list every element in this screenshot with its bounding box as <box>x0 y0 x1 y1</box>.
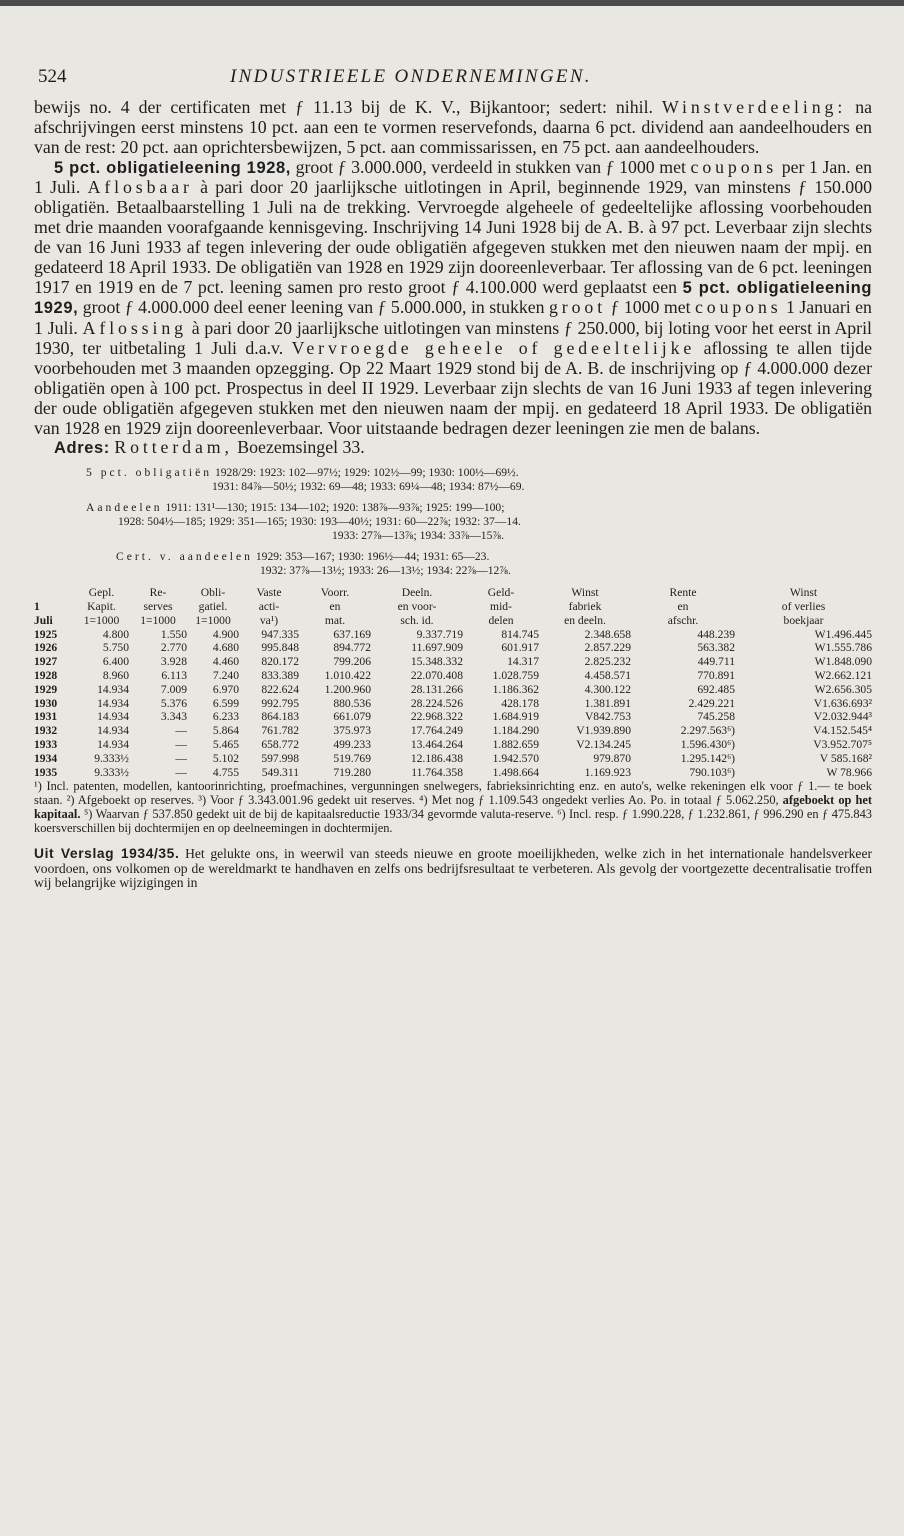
header-cell: Geld- <box>487 586 515 600</box>
table-cell: 992.795 <box>261 696 299 710</box>
header-cell: Winst <box>571 586 599 600</box>
header-cell: Gepl. <box>88 586 115 600</box>
table-cell: 979.870 <box>593 751 631 765</box>
winstverdeeling-label: Winstverdeeling: <box>662 97 847 117</box>
table-cell: 17.764.249 <box>410 724 463 738</box>
table-cell: 9.333½ <box>94 751 129 765</box>
table-cell: 2.857.229 <box>584 641 631 655</box>
header-cell: Voorr. <box>320 586 350 600</box>
table-header-row <box>34 600 872 614</box>
table-cell: 14.934 <box>97 724 129 738</box>
body-text <box>34 98 872 459</box>
table-cell: V1.636.693² <box>813 696 872 710</box>
table-cell: 820.172 <box>261 655 299 669</box>
header-cell: boekjaar <box>783 613 824 627</box>
header-cell: Vaste <box>256 586 282 600</box>
table-cell: 1.498.664 <box>492 765 539 779</box>
table-cell: 1925 <box>34 627 58 641</box>
table-cell: 4.800 <box>102 627 129 641</box>
table-cell: 1934 <box>34 751 58 765</box>
table-cell: 11.697.909 <box>411 641 463 655</box>
table-cell: 1.684.919 <box>492 710 539 724</box>
table-cell: V4.152.545⁴ <box>813 724 872 738</box>
table-cell: 894.772 <box>333 641 371 655</box>
adres-city: Rotterdam, <box>114 437 233 458</box>
table-cell: 6.599 <box>212 696 239 710</box>
table-row <box>34 752 872 766</box>
financial-table-body <box>34 628 872 780</box>
header-cell: fabriek <box>568 600 602 614</box>
table-cell: 995.848 <box>261 641 299 655</box>
table-cell: 1.186.362 <box>492 682 539 696</box>
header-cell: of verlies <box>781 600 826 614</box>
table-cell: 549.311 <box>261 765 299 779</box>
table-cell: 22.968.322 <box>410 710 463 724</box>
table-header-row <box>34 586 872 600</box>
page-edge <box>0 0 904 6</box>
table-row <box>34 641 872 655</box>
table-cell: 375.973 <box>333 724 371 738</box>
table-cell: 1929 <box>34 682 58 696</box>
table-cell: 1.200.960 <box>324 682 371 696</box>
header-cell: serves <box>143 600 173 614</box>
table-cell: 658.772 <box>261 738 299 752</box>
table-cell: 2.825.232 <box>584 655 631 669</box>
table-cell: 1930 <box>34 696 58 710</box>
header-cell: afschr. <box>667 613 699 627</box>
table-cell: 14.934 <box>97 696 129 710</box>
table-cell: 597.998 <box>261 751 299 765</box>
koersen-certificaten: Cert. v. aandeelen 1929: 353—167; 1930: 196½—44; 1931: 65—23. 1932: 37⅞—13½; 1933: 26—13½; 1934: 22⅞—12⅞. <box>116 549 511 577</box>
table-cell: 4.900 <box>212 627 239 641</box>
header-cell: 1=1000 <box>83 613 120 627</box>
table-cell: 428.178 <box>501 696 539 710</box>
heading-leening-1929: 5 pct. obligatieleening 1929, <box>34 278 872 318</box>
table-cell: 1.942.570 <box>492 751 539 765</box>
table-row <box>34 669 872 683</box>
header-cell: 1 <box>34 600 40 614</box>
paragraph-obligatieleeningen: 5 pct. obligatieleening 1928, groot ƒ 3.000.000, verdeeld in stukken van ƒ 1000 met coupons per 1 Jan. en 1 Juli. Aflosbaar à pari door 20 jaarlijksche uitlotingen in April, beginnende 1929, van minstens ƒ 150.000 obligatiën. Betaalbaarstelling 1 Juli na de trekking. Vervroegde algeheele of gedeeltelijke aflossing voorbehouden met drie maanden voorafgaande kennisgeving. Inschrijving 14 Juni 1928 bij de A. B. à 97 pct. Leverbaar zijn slechts de van 16 Juni 1933 af tegen inlevering der oude obligatiën afgegeven stukken met den nieuwen naam der mpij. en gedateerd 18 April 1933. De obligatiën van 1928 en 1929 zijn dooreenleverbaar. Ter aflossing van de 6 pct. leeningen 1917 en 1919 en de 7 pct. leening samen pro resto groot ƒ 4.100.000 werd geplaatst een 5 pct. obligatieleening 1929, groot ƒ 4.000.000 deel eener leening van ƒ 5.000.000, in stukken groot ƒ 1000 met coupons 1 Januari en 1 Juli. Aflossing à pari door 20 jaarlijksche uitlotingen van minstens ƒ 250.000, bij loting voor het eerst in April 1930, ter uitbetaling 1 Juli d.a.v. Vervroegde geheele of gedeeltelijke aflossing te allen tijde voorbehouden met 3 maanden opzegging. Op 22 Maart 1929 stond bij de A. B. de inschrijving op ƒ 4.000.000 dezer obligatiën open à 100 pct. Prospectus in deel II 1929. Leverbaar zijn slechts de van 16 Juni 1933 af tegen inlevering der oude obligatiën afgegeven stukken met den nieuwen naam der mpij. en gedateerd 18 April 1933. De obligatiën van 1928 en 1929 zijn dooreenleverbaar. Voor uitstaande bedragen dezer leeningen zie men de balans. <box>34 156 872 438</box>
table-cell: — <box>175 738 187 752</box>
table-cell: 1.184.290 <box>492 724 539 738</box>
header-cell: sch. id. <box>400 613 434 627</box>
table-cell: 1928 <box>34 669 58 683</box>
table-cell: 1931 <box>34 710 58 724</box>
verslag-heading: Uit Verslag 1934/35. <box>34 846 180 862</box>
table-cell: 2.770 <box>160 641 187 655</box>
table-cell: 13.464.264 <box>410 738 463 752</box>
table-cell: V 585.168² <box>819 751 872 765</box>
table-row <box>34 628 872 642</box>
paragraph-winstverdeeling: bewijs no. 4 der certificaten met ƒ 11.13 bij de K. V., Bijkantoor; sedert: nihil. Winstverdeeling: na afschrijvingen eerst minstens 10 pct. aan een te vormen reservefonds, daarna 6 pct. dividend aan aandeelhouders en van de rest: 20 pct. aan oprichtersbewijzen, 5 pct. aan commissarissen, en 75 pct. aan aandeelhouders. <box>34 97 873 157</box>
paragraph-adres <box>34 438 872 459</box>
table-cell: W2.656.305 <box>814 682 872 696</box>
verslag-paragraph: Uit Verslag 1934/35. Het gelukte ons, in weerwil van steeds nieuwe en groote moeilijkheden, welke zich in het internationale handelsverkeer voordoen, ons volkomen op de wereldmarkt te handhaven en zelfs ons bedrijfsresultaat te verbeteren. Als gevolg der voortgezette decentralisatie troffen wij belangrijke wijzigingen in <box>34 846 873 891</box>
table-cell: 5.102 <box>212 751 239 765</box>
page-header <box>34 62 872 98</box>
table-cell: 519.769 <box>333 751 371 765</box>
table-cell: 3.343 <box>160 710 187 724</box>
table-cell: 448.239 <box>697 627 735 641</box>
table-cell: 661.079 <box>333 710 371 724</box>
table-cell: W1.848.090 <box>814 655 872 669</box>
header-cell: en <box>677 600 689 614</box>
table-cell: 14.317 <box>507 655 539 669</box>
header-cell: 1=1000 <box>195 613 231 627</box>
table-cell: 2.429.221 <box>688 696 735 710</box>
table-cell: 28.224.526 <box>410 696 463 710</box>
table-cell: W1.496.445 <box>814 627 872 641</box>
table-cell: V1.939.890 <box>576 724 631 738</box>
table-cell: V842.753 <box>584 710 631 724</box>
table-cell: 692.485 <box>697 682 735 696</box>
header-cell: va¹) <box>259 613 279 627</box>
adres-label: Adres: <box>54 439 110 458</box>
table-cell: 7.009 <box>160 682 187 696</box>
table-cell: 1.169.923 <box>584 765 631 779</box>
table-cell: 1.295.142⁶) <box>680 751 735 765</box>
table-cell: 2.297.563⁶) <box>680 724 735 738</box>
table-cell: 9.337.719 <box>416 627 463 641</box>
table-cell: 4.680 <box>212 641 239 655</box>
table-row <box>34 738 872 752</box>
table-cell: 9.333½ <box>94 765 129 779</box>
table-cell: 6.400 <box>102 655 129 669</box>
table-cell: V3.952.707⁵ <box>813 738 872 752</box>
table-cell: 864.183 <box>261 710 299 724</box>
table-cell: 1927 <box>34 655 58 669</box>
table-row <box>34 697 872 711</box>
table-cell: 799.206 <box>333 655 371 669</box>
header-cell <box>34 586 74 600</box>
adres-street: Boezemsingel 33. <box>237 437 365 458</box>
table-row <box>34 766 872 780</box>
header-cell: Winst <box>789 586 818 600</box>
table-cell: 11.764.358 <box>411 765 463 779</box>
document-page <box>34 62 872 891</box>
table-cell: 14.934 <box>97 682 129 696</box>
table-cell: 1933 <box>34 738 58 752</box>
header-cell: 1=1000 <box>140 613 176 627</box>
table-cell: V2.134.245 <box>576 738 631 752</box>
table-cell: — <box>175 765 187 779</box>
table-cell: 770.891 <box>697 669 735 683</box>
table-cell: 1.381.891 <box>584 696 631 710</box>
table-footnotes: ¹) Incl. patenten, modellen, kantoorinrichting, proefmachines, vergunningen snelwegers, fabrieksinrichting enz. en auto's, welke rekeningen elk voor ƒ 1.— te boek staan. ²) Afgeboekt op reserves. ³) Voor ƒ 3.343.001.96 gedekt uit reserves. ⁴) Met nog ƒ 1.109.543 ongedekt verlies Ao. Po. in totaal ƒ 5.062.250, afgeboekt op het kapitaal. ⁵) Waarvan ƒ 537.850 gedekt uit de bij de kapitaalsreductie 1933/34 gevormde valuta-reserve. ⁶) Incl. resp. ƒ 1.990.228, ƒ 1.232.861, ƒ 996.290 en ƒ 475.843 koersverschillen bij dochtermijen en op deelneemingen in dochtermijen. <box>34 779 872 835</box>
table-cell: 1926 <box>34 641 58 655</box>
header-cell: gatiel. <box>198 600 228 614</box>
table-cell: W1.555.786 <box>814 641 872 655</box>
table-cell: 12.186.438 <box>410 751 463 765</box>
table-cell: 14.934 <box>97 738 129 752</box>
table-cell: W 78.966 <box>826 765 872 779</box>
header-cell: Deeln. <box>401 586 433 600</box>
table-cell: 761.782 <box>261 724 299 738</box>
header-cell: mid- <box>490 600 512 614</box>
koersen-block <box>34 466 872 578</box>
table-cell: 880.536 <box>333 696 371 710</box>
table-row <box>34 710 872 724</box>
header-cell: acti- <box>258 600 280 614</box>
table-cell: 3.928 <box>160 655 187 669</box>
table-cell: — <box>175 724 187 738</box>
table-cell: 1.596.430⁶) <box>680 738 735 752</box>
table-row <box>34 655 872 669</box>
table-cell: 745.258 <box>697 710 735 724</box>
page-number: 524 <box>38 66 67 87</box>
header-cell: en voor- <box>397 600 437 614</box>
header-cell: mat. <box>324 613 346 627</box>
table-cell: 719.280 <box>333 765 371 779</box>
header-cell: delen <box>488 613 514 627</box>
table-cell: 4.458.571 <box>584 669 631 683</box>
table-cell: 8.960 <box>102 669 129 683</box>
table-cell: 2.348.658 <box>584 627 631 641</box>
table-cell: 5.376 <box>160 696 187 710</box>
table-cell: 7.240 <box>212 669 239 683</box>
heading-leening-1928: 5 pct. obligatieleening 1928, <box>54 158 291 177</box>
table-cell: 1.882.659 <box>492 738 539 752</box>
header-cell: Re- <box>149 586 167 600</box>
table-cell: 1932 <box>34 724 58 738</box>
table-cell: 5.750 <box>102 641 129 655</box>
table-cell: V2.032.944³ <box>813 710 872 724</box>
header-cell: en <box>329 600 341 614</box>
header-cell: Rente <box>669 586 697 600</box>
running-title: INDUSTRIEELE ONDERNEMINGEN. <box>230 66 592 87</box>
table-cell: 833.389 <box>261 669 299 683</box>
table-cell: 4.300.122 <box>584 682 631 696</box>
table-header-row <box>34 614 872 628</box>
table-cell: — <box>175 751 187 765</box>
table-row <box>34 724 872 738</box>
table-cell: 637.169 <box>333 627 371 641</box>
header-cell: Kapit. <box>87 600 116 614</box>
table-cell: 499.233 <box>333 738 371 752</box>
table-cell: 6.970 <box>212 682 239 696</box>
table-cell: 5.465 <box>212 738 239 752</box>
table-cell: 6.113 <box>161 669 187 683</box>
table-cell: 790.103⁶) <box>689 765 735 779</box>
table-cell: 22.070.408 <box>410 669 463 683</box>
table-cell: 28.131.266 <box>410 682 463 696</box>
header-cell: Juli <box>34 613 53 627</box>
table-cell: 15.348.332 <box>410 655 463 669</box>
table-cell: W2.662.121 <box>814 669 872 683</box>
table-cell: 14.934 <box>97 710 129 724</box>
table-cell: 1.010.422 <box>324 669 371 683</box>
table-cell: 5.864 <box>212 724 239 738</box>
table-cell: 814.745 <box>501 627 539 641</box>
table-cell: 601.917 <box>501 641 539 655</box>
table-cell: 4.755 <box>212 765 239 779</box>
table-cell: 947.335 <box>261 627 299 641</box>
table-cell: 822.624 <box>261 682 299 696</box>
table-cell: 1.550 <box>160 627 187 641</box>
table-cell: 4.460 <box>212 655 239 669</box>
financial-table <box>34 586 872 779</box>
table-row <box>34 683 872 697</box>
table-cell: 449.711 <box>697 655 735 669</box>
header-cell: Obli- <box>200 586 226 600</box>
table-cell: 6.233 <box>212 710 239 724</box>
table-cell: 1.028.759 <box>492 669 539 683</box>
table-cell: 563.382 <box>697 641 735 655</box>
header-cell: en deeln. <box>564 613 606 627</box>
financial-table-header <box>34 586 872 627</box>
koersen-aandeelen: Aandeelen 1911: 131¹—130; 1915: 134—102; 1920: 138⅞—93⅞; 1925: 199—100; 1928: 504½—185; 1929: 351—165; 1930: 193—40½; 1931: 60—22⅞; 1932: 37—14. 1933: 27⅞—13⅞; 1934: 33⅞—15⅞. <box>86 500 521 543</box>
koersen-obligatien: 5 pct. obligatiën 1928/29: 1923: 102—97½; 1929: 102½—99; 1930: 100½—69½. 1931: 84⅞—50½; 1932: 69—48; 1933: 69¼—48; 1934: 87½—69. <box>86 466 525 494</box>
table-cell: 1935 <box>34 765 58 779</box>
